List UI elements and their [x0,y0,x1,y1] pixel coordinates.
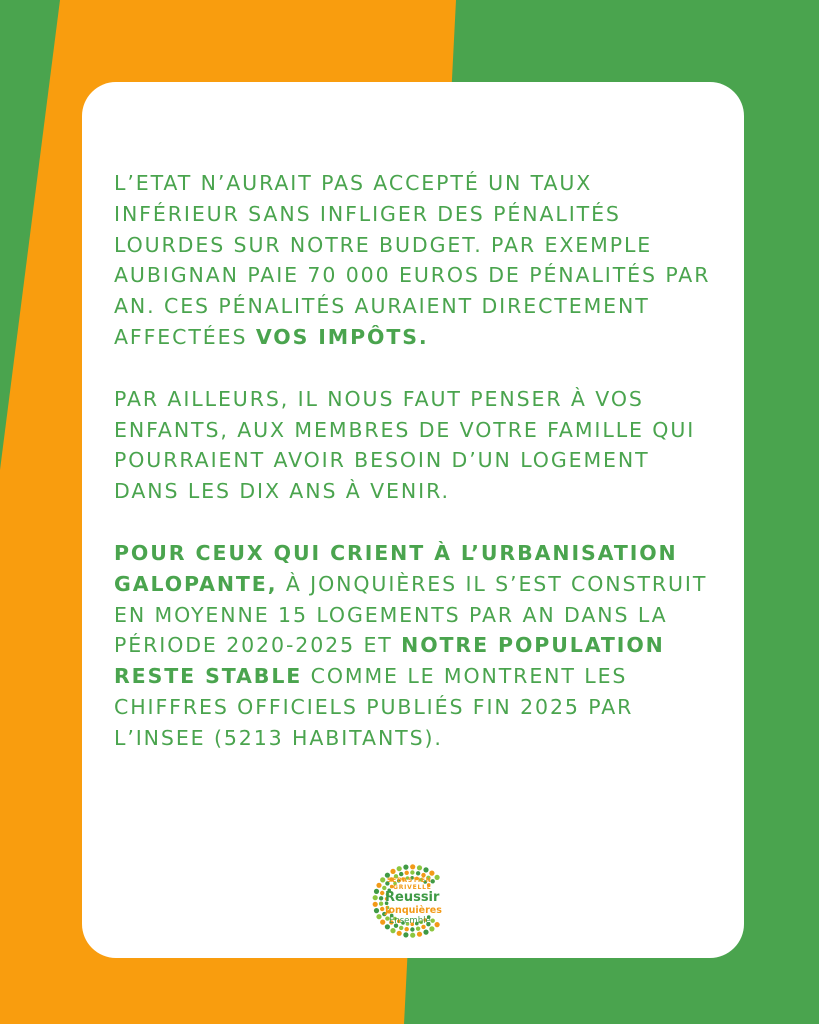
logo-dot [410,933,415,938]
logo-dot [417,932,422,937]
logo-dot [399,926,403,930]
paragraph-urbanisation [114,538,714,754]
logo-dot [405,871,409,875]
campaign-logo [366,860,456,942]
logo-line-2: GRIVELLE [393,884,432,891]
paragraph-penalties-bold: VOS IMPÔTS. [255,324,429,349]
logo-dot [397,866,402,871]
logo-line-4: Jonquières [385,905,442,916]
paragraph-penalties [114,168,714,353]
logo-dot [403,932,408,937]
logo-dot [390,869,395,874]
logo-dot [423,867,428,872]
logo-dot [403,865,408,870]
logo-dot [379,896,383,900]
logo-dot [417,865,422,870]
logo-dot [431,919,435,923]
paragraph-urbanisation-bold-2: NOTRE POPULATION RESTE STABLE [114,633,665,689]
logo-dot [376,914,381,919]
card-text [114,168,714,785]
logo-dot [380,920,385,925]
logo-dot [416,871,420,875]
logo-dot [410,870,414,874]
logo-dot [416,927,420,931]
paragraph-urbanisation-text-2: COMME LE MONTRENT LES CHIFFRES OFFICIELS PUBLIÉS FIN 2025 PAR L’INSEE (5213 HABITANTS). [114,664,634,750]
logo-dot [423,930,428,935]
logo-dot [410,927,414,931]
logo-dot [373,902,378,907]
logo-line-1: SEBASTIEN [387,877,432,884]
paragraph-housing-needs [114,384,714,507]
logo-line-5: Ensemble [389,916,431,926]
logo-dot [380,907,384,911]
logo-dot [429,871,434,876]
logo-dot [380,891,384,895]
paragraph-penalties-text: L’ETAT N’AURAIT PAS ACCEPTÉ UN TAUX INFÉRIEUR SANS INFLIGER DES PÉNALITÉS LOURDES SUR NOTRE BUDGET. PAR EXEMPLE AUBIGNAN PAIE 70 000 EUROS DE PÉNALITÉS PAR AN. CES PÉNALITÉS AURAIENT DIRECTEMENT AFFECTÉES [114,171,711,349]
logo-dot [374,908,379,913]
logo-dot [379,902,383,906]
logo-dot [376,883,381,888]
logo-line-3: Reussir [385,890,440,905]
logo-dot [435,875,440,880]
logo-dot [435,922,440,927]
logo-dot [390,928,395,933]
paragraph-housing-needs-text: PAR AILLEURS, IL NOUS FAUT PENSER À VOS ENFANTS, AUX MEMBRES DE VOTRE FAMILLE QUI POURRAIENT AVOIR BESOIN D’UN LOGEMENT DANS LES DIX ANS À VENIR. [114,386,696,504]
paragraph-urbanisation-text-1: À JONQUIÈRES IL S’EST CONSTRUIT EN MOYENNE 15 LOGEMENTS PAR AN DANS LA PÉRIODE 2020-2025 ET [114,571,708,658]
logo-dot [373,895,378,900]
logo-dot [410,864,415,869]
logo-dot [429,926,434,931]
logo-dot [405,927,409,931]
paragraph-urbanisation-bold-1: POUR CEUX QUI CRIENT À L’URBANISATION GALOPANTE, [114,540,678,596]
logo-dot [397,931,402,936]
logo-dot [374,889,379,894]
logo-dot [380,877,385,882]
logo-dot [399,872,403,876]
